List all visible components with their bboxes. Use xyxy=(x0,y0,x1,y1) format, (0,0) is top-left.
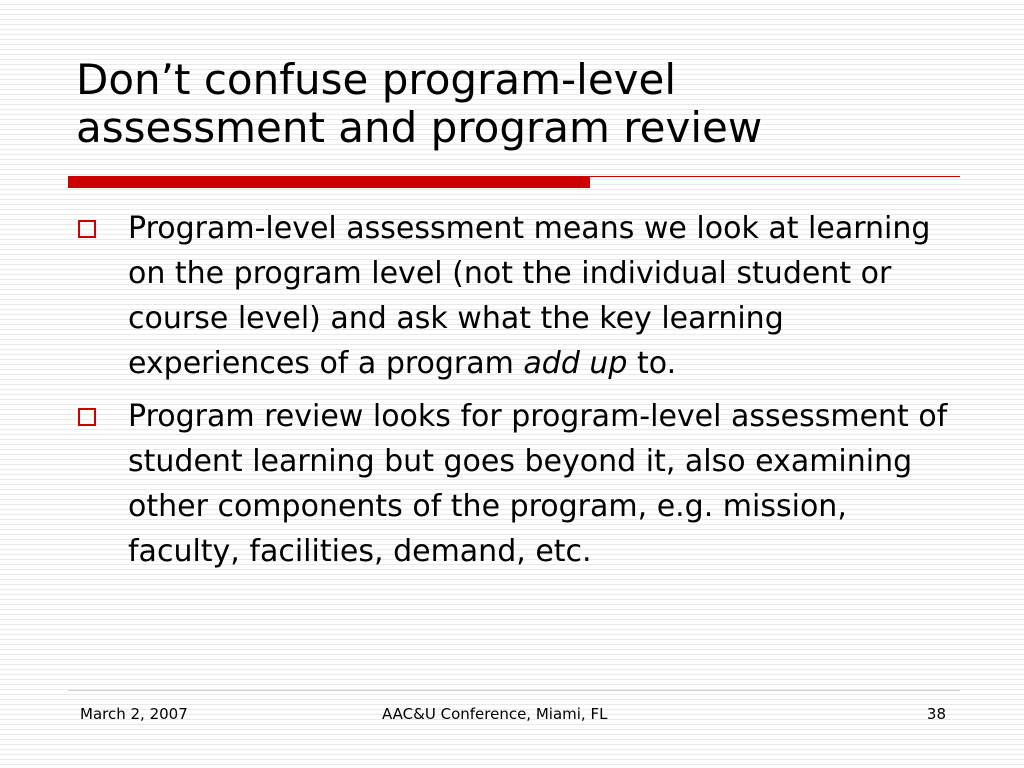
footer-conference: AAC&U Conference, Miami, FL xyxy=(382,705,608,723)
footer-page-number: 38 xyxy=(926,705,946,723)
footer-date: March 2, 2007 xyxy=(80,705,188,723)
bullet-text-emphasis: add up xyxy=(523,346,628,381)
hollow-square-bullet-icon xyxy=(78,408,96,426)
footer-divider xyxy=(68,690,960,691)
bullet-list xyxy=(76,206,956,582)
slide-title xyxy=(76,56,976,152)
title-underline-thin xyxy=(590,176,960,177)
bullet-text-end: to. xyxy=(627,346,677,381)
bullet-item-program-level-assessment xyxy=(76,206,956,386)
slide-title-line-2: assessment and program review xyxy=(76,103,763,152)
slide-title-line-1: Don’t confuse program-level xyxy=(76,55,677,104)
bullet-item-program-review xyxy=(76,394,956,574)
hollow-square-bullet-icon xyxy=(78,220,96,238)
bullet-text-start: Program review looks for program-level assessment of student learning but goes beyond it, also examining other components of the program, e.g. mission, faculty, facilities, demand, etc. xyxy=(128,399,948,569)
title-underline-thick xyxy=(68,176,590,188)
bullet-text-start: Program-level assessment means we look at learning on the program level (not the individual student or course level) and ask what the key learning experiences of a program xyxy=(128,211,931,381)
bullet-text xyxy=(128,394,956,574)
bullet-text xyxy=(128,206,956,386)
